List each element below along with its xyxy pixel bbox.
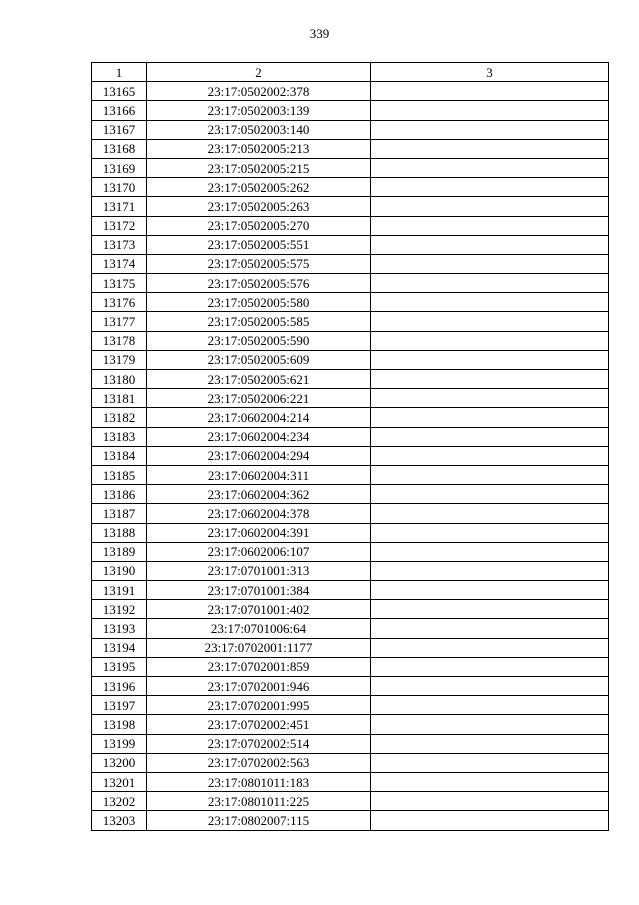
row-index-cell: 13187 [92, 504, 147, 523]
row-index-cell: 13172 [92, 216, 147, 235]
note-cell [371, 504, 609, 523]
row-index-cell: 13174 [92, 254, 147, 273]
cadastral-number-cell: 23:17:0502005:215 [147, 158, 371, 177]
note-cell [371, 561, 609, 580]
cadastral-number-cell: 23:17:0502003:139 [147, 101, 371, 120]
cadastral-number-cell: 23:17:0502005:262 [147, 178, 371, 197]
cadastral-number-cell: 23:17:0502005:270 [147, 216, 371, 235]
note-cell [371, 715, 609, 734]
cadastral-number-cell: 23:17:0702001:1177 [147, 638, 371, 657]
row-index-cell: 13197 [92, 696, 147, 715]
table-row [92, 235, 609, 254]
row-index-cell: 13179 [92, 350, 147, 369]
table-row [92, 600, 609, 619]
table-row [92, 120, 609, 139]
row-index-cell: 13176 [92, 293, 147, 312]
cadastral-number-cell: 23:17:0602004:294 [147, 446, 371, 465]
table-header-row [92, 63, 609, 82]
table-row [92, 178, 609, 197]
table-row [92, 465, 609, 484]
table-row [92, 811, 609, 830]
note-cell [371, 485, 609, 504]
note-cell [371, 619, 609, 638]
table-row [92, 158, 609, 177]
table-row [92, 753, 609, 772]
table-row [92, 101, 609, 120]
note-cell [371, 178, 609, 197]
row-index-cell: 13195 [92, 657, 147, 676]
cadastral-number-cell: 23:17:0701001:313 [147, 561, 371, 580]
cadastral-number-cell: 23:17:0602004:311 [147, 465, 371, 484]
row-index-cell: 13168 [92, 139, 147, 158]
cadastral-number-cell: 23:17:0702002:451 [147, 715, 371, 734]
table-row [92, 370, 609, 389]
table-row [92, 504, 609, 523]
note-cell [371, 811, 609, 830]
column-header-1: 1 [92, 63, 147, 82]
table-row [92, 523, 609, 542]
table-row [92, 619, 609, 638]
cadastral-number-cell: 23:17:0502005:590 [147, 331, 371, 350]
row-index-cell: 13166 [92, 101, 147, 120]
row-index-cell: 13186 [92, 485, 147, 504]
note-cell [371, 120, 609, 139]
page-number: 339 [309, 26, 330, 41]
row-index-cell: 13180 [92, 370, 147, 389]
cadastral-number-cell: 23:17:0702001:995 [147, 696, 371, 715]
cadastral-number-table [91, 62, 609, 831]
table-row [92, 677, 609, 696]
note-cell [371, 350, 609, 369]
cadastral-number-cell: 23:17:0701006:64 [147, 619, 371, 638]
note-cell [371, 101, 609, 120]
row-index-cell: 13184 [92, 446, 147, 465]
row-index-cell: 13182 [92, 408, 147, 427]
row-index-cell: 13165 [92, 82, 147, 101]
cadastral-number-cell: 23:17:0801011:225 [147, 792, 371, 811]
table-row [92, 254, 609, 273]
table-body [92, 82, 609, 830]
cadastral-number-cell: 23:17:0602004:391 [147, 523, 371, 542]
note-cell [371, 677, 609, 696]
table-row [92, 427, 609, 446]
cadastral-number-cell: 23:17:0702001:946 [147, 677, 371, 696]
table-row [92, 792, 609, 811]
note-cell [371, 312, 609, 331]
table-row [92, 389, 609, 408]
table-row [92, 734, 609, 753]
cadastral-number-cell: 23:17:0502005:263 [147, 197, 371, 216]
cadastral-number-cell: 23:17:0602004:234 [147, 427, 371, 446]
note-cell [371, 446, 609, 465]
cadastral-number-cell: 23:17:0802007:115 [147, 811, 371, 830]
cadastral-number-cell: 23:17:0502005:609 [147, 350, 371, 369]
row-index-cell: 13167 [92, 120, 147, 139]
cadastral-number-cell: 23:17:0701001:402 [147, 600, 371, 619]
row-index-cell: 13199 [92, 734, 147, 753]
row-index-cell: 13194 [92, 638, 147, 657]
note-cell [371, 235, 609, 254]
row-index-cell: 13183 [92, 427, 147, 446]
note-cell [371, 254, 609, 273]
note-cell [371, 82, 609, 101]
note-cell [371, 331, 609, 350]
note-cell [371, 753, 609, 772]
row-index-cell: 13192 [92, 600, 147, 619]
table-row [92, 331, 609, 350]
row-index-cell: 13177 [92, 312, 147, 331]
note-cell [371, 158, 609, 177]
row-index-cell: 13175 [92, 274, 147, 293]
note-cell [371, 197, 609, 216]
cadastral-number-cell: 23:17:0702002:563 [147, 753, 371, 772]
note-cell [371, 734, 609, 753]
table-row [92, 561, 609, 580]
row-index-cell: 13196 [92, 677, 147, 696]
row-index-cell: 13202 [92, 792, 147, 811]
table-row [92, 485, 609, 504]
note-cell [371, 657, 609, 676]
table-row [92, 408, 609, 427]
table-row [92, 446, 609, 465]
table-row [92, 696, 609, 715]
row-index-cell: 13188 [92, 523, 147, 542]
note-cell [371, 772, 609, 791]
cadastral-number-cell: 23:17:0502005:551 [147, 235, 371, 254]
cadastral-number-cell: 23:17:0702002:514 [147, 734, 371, 753]
cadastral-number-cell: 23:17:0602006:107 [147, 542, 371, 561]
table-row [92, 581, 609, 600]
table-row [92, 657, 609, 676]
note-cell [371, 638, 609, 657]
cadastral-number-cell: 23:17:0502005:580 [147, 293, 371, 312]
cadastral-number-cell: 23:17:0602004:362 [147, 485, 371, 504]
note-cell [371, 600, 609, 619]
row-index-cell: 13191 [92, 581, 147, 600]
note-cell [371, 542, 609, 561]
note-cell [371, 370, 609, 389]
row-index-cell: 13181 [92, 389, 147, 408]
cadastral-number-cell: 23:17:0502005:576 [147, 274, 371, 293]
table-row [92, 542, 609, 561]
cadastral-number-cell: 23:17:0602004:214 [147, 408, 371, 427]
table-row [92, 638, 609, 657]
cadastral-number-cell: 23:17:0502005:575 [147, 254, 371, 273]
cadastral-number-cell: 23:17:0502005:213 [147, 139, 371, 158]
cadastral-number-cell: 23:17:0502005:585 [147, 312, 371, 331]
table-row [92, 715, 609, 734]
note-cell [371, 293, 609, 312]
row-index-cell: 13201 [92, 772, 147, 791]
cadastral-number-cell: 23:17:0502006:221 [147, 389, 371, 408]
table-row [92, 274, 609, 293]
note-cell [371, 139, 609, 158]
note-cell [371, 581, 609, 600]
row-index-cell: 13178 [92, 331, 147, 350]
row-index-cell: 13189 [92, 542, 147, 561]
note-cell [371, 465, 609, 484]
table-row [92, 350, 609, 369]
cadastral-number-cell: 23:17:0701001:384 [147, 581, 371, 600]
row-index-cell: 13169 [92, 158, 147, 177]
cadastral-number-cell: 23:17:0502002:378 [147, 82, 371, 101]
row-index-cell: 13185 [92, 465, 147, 484]
cadastral-number-cell: 23:17:0602004:378 [147, 504, 371, 523]
row-index-cell: 13193 [92, 619, 147, 638]
table-row [92, 293, 609, 312]
row-index-cell: 13200 [92, 753, 147, 772]
cadastral-number-cell: 23:17:0502005:621 [147, 370, 371, 389]
note-cell [371, 274, 609, 293]
note-cell [371, 389, 609, 408]
cadastral-number-cell: 23:17:0801011:183 [147, 772, 371, 791]
table-row [92, 82, 609, 101]
note-cell [371, 408, 609, 427]
note-cell [371, 427, 609, 446]
row-index-cell: 13171 [92, 197, 147, 216]
row-index-cell: 13173 [92, 235, 147, 254]
row-index-cell: 13203 [92, 811, 147, 830]
table-row [92, 139, 609, 158]
column-header-3: 3 [371, 63, 609, 82]
table-row [92, 772, 609, 791]
note-cell [371, 792, 609, 811]
table-row [92, 216, 609, 235]
cadastral-number-cell: 23:17:0702001:859 [147, 657, 371, 676]
row-index-cell: 13170 [92, 178, 147, 197]
cadastral-number-cell: 23:17:0502003:140 [147, 120, 371, 139]
row-index-cell: 13190 [92, 561, 147, 580]
note-cell [371, 216, 609, 235]
row-index-cell: 13198 [92, 715, 147, 734]
table-row [92, 197, 609, 216]
column-header-2: 2 [147, 63, 371, 82]
note-cell [371, 696, 609, 715]
table-row [92, 312, 609, 331]
note-cell [371, 523, 609, 542]
